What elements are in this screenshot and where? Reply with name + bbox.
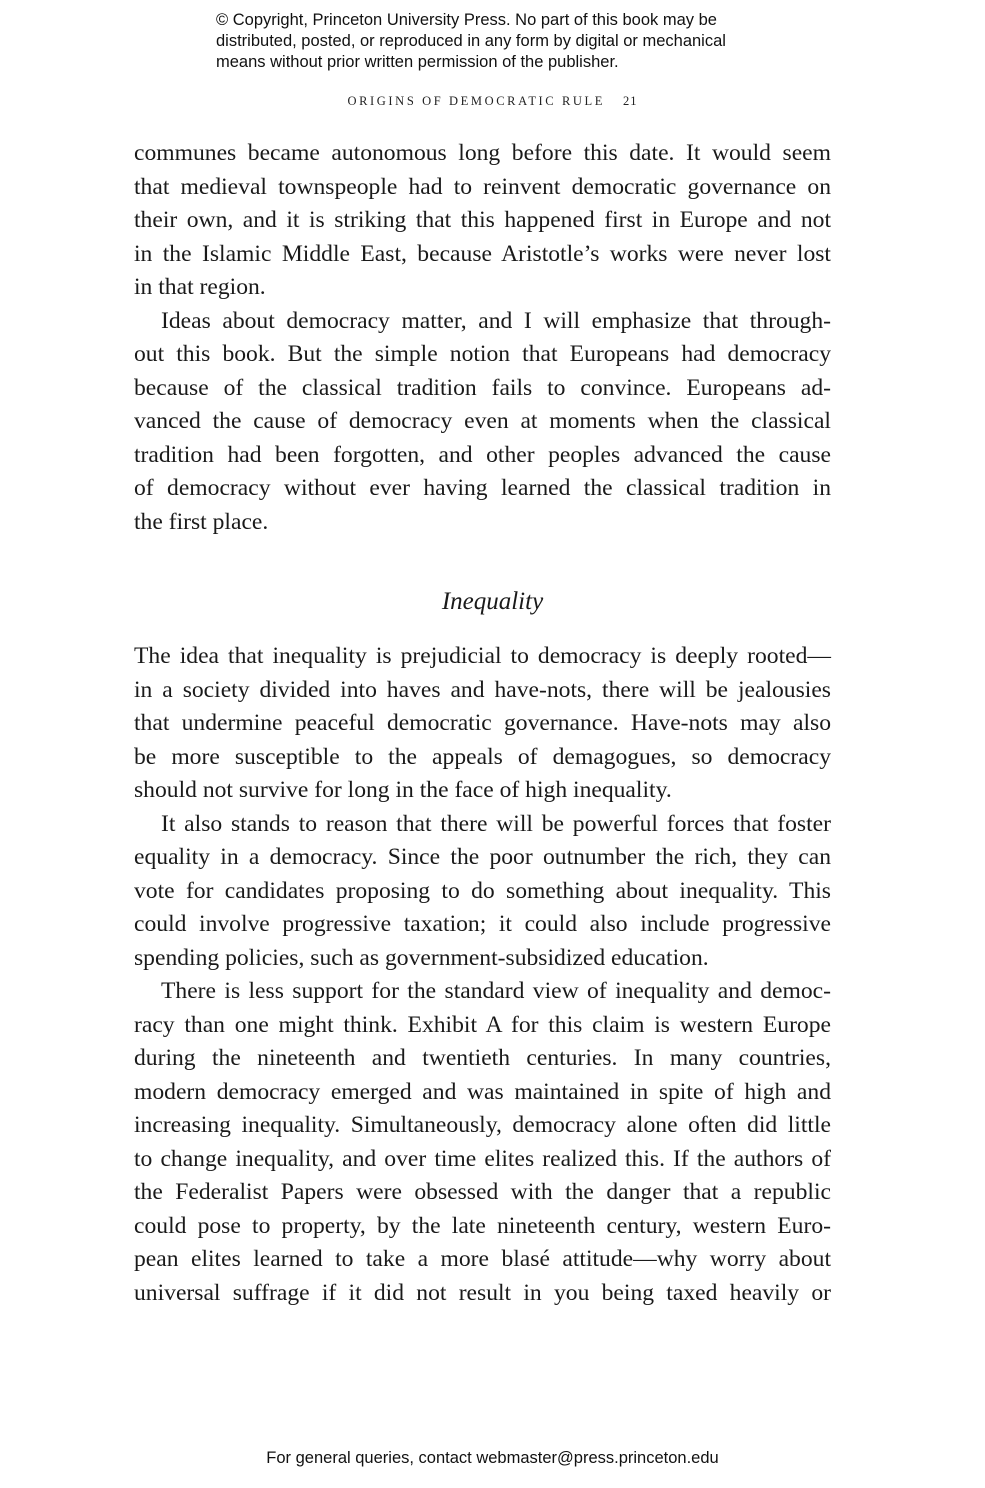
text-line: in a society divided into haves and have-nots, there will be jealousies xyxy=(134,676,831,703)
text-line: that medieval townspeople had to reinvent democratic governance on xyxy=(134,173,831,200)
text-line: that undermine peaceful democratic governance. Have-nots may also xyxy=(134,710,831,736)
text-line: vote for candidates proposing to do something about inequality. This xyxy=(134,877,831,904)
text-line: increasing inequality. Simultaneously, democracy alone often did little xyxy=(134,1112,831,1138)
running-head xyxy=(0,94,985,109)
footer-contact: For general queries, contact webmaster@press.princeton.edu xyxy=(266,1449,719,1467)
text-block-bottom xyxy=(134,640,831,1310)
paragraph xyxy=(134,305,831,540)
text-line: to change inequality, and over time elites realized this. If the authors of xyxy=(134,1145,831,1172)
section-heading: Inequality xyxy=(441,588,544,615)
text-line: spending policies, such as government-subsidized education. xyxy=(134,944,709,971)
text-line: of democracy without ever having learned the classical tradition in xyxy=(134,475,831,501)
text-line: be more susceptible to the appeals of demagogues, so democracy xyxy=(134,743,831,770)
text-line: racy than one might think. Exhibit A for this claim is western Europe xyxy=(134,1011,831,1038)
copyright-line: © Copyright, Princeton University Press. No part of this book may be xyxy=(216,11,717,29)
text-line: The idea that inequality is prejudicial to democracy is deeply rooted— xyxy=(134,643,831,669)
paragraph xyxy=(134,640,831,808)
text-line: the Federalist Papers were obsessed with the danger that a republic xyxy=(134,1179,831,1205)
text-line: communes became autonomous long before this date. It would seem xyxy=(134,140,831,166)
text-line: Ideas about democracy matter, and I will emphasize that through- xyxy=(161,307,831,334)
copyright-line: distributed, posted, or reproduced in any form by digital or mechanical xyxy=(216,32,726,50)
text-line: could involve progressive taxation; it could also include progressive xyxy=(134,911,831,937)
paragraph xyxy=(134,137,831,305)
text-line: in that region. xyxy=(134,274,266,300)
text-line: universal suffrage if it did not result in you being taxed heavily or xyxy=(134,1279,831,1306)
text-line: out this book. But the simple notion that Europeans had democracy xyxy=(134,341,831,367)
text-line: tradition had been forgotten, and other peoples advanced the cause xyxy=(134,441,831,468)
text-line: their own, and it is striking that this happened first in Europe and not xyxy=(134,207,831,233)
text-line: the first place. xyxy=(134,508,269,535)
copyright-line: means without prior written permission of the publisher. xyxy=(216,53,619,71)
text-line: There is less support for the standard view of inequality and democ- xyxy=(161,978,831,1004)
running-head-title: ORIGINS OF DEMOCRATIC RULE xyxy=(347,94,606,108)
text-line: vanced the cause of democracy even at moments when the classical xyxy=(134,408,831,434)
text-line: could pose to property, by the late nineteenth century, western Euro- xyxy=(134,1212,831,1239)
paragraph xyxy=(134,975,831,1310)
text-line: during the nineteenth and twentieth centuries. In many countries, xyxy=(134,1045,831,1071)
text-block-top xyxy=(134,137,831,539)
text-line: It also stands to reason that there will be powerful forces that foster xyxy=(161,810,831,837)
text-line: modern democracy emerged and was maintained in spite of high and xyxy=(134,1078,831,1105)
text-line: because of the classical tradition fails to convince. Europeans ad- xyxy=(134,374,831,401)
copyright-notice xyxy=(216,10,836,73)
text-line: equality in a democracy. Since the poor outnumber the rich, they can xyxy=(134,844,831,870)
text-line: in the Islamic Middle East, because Aristotle’s works were never lost xyxy=(134,240,831,267)
text-line: should not survive for long in the face of high inequality. xyxy=(134,777,672,803)
paragraph xyxy=(134,808,831,976)
page-number: 21 xyxy=(623,94,638,108)
text-line: pean elites learned to take a more blasé attitude—why worry about xyxy=(134,1246,831,1272)
